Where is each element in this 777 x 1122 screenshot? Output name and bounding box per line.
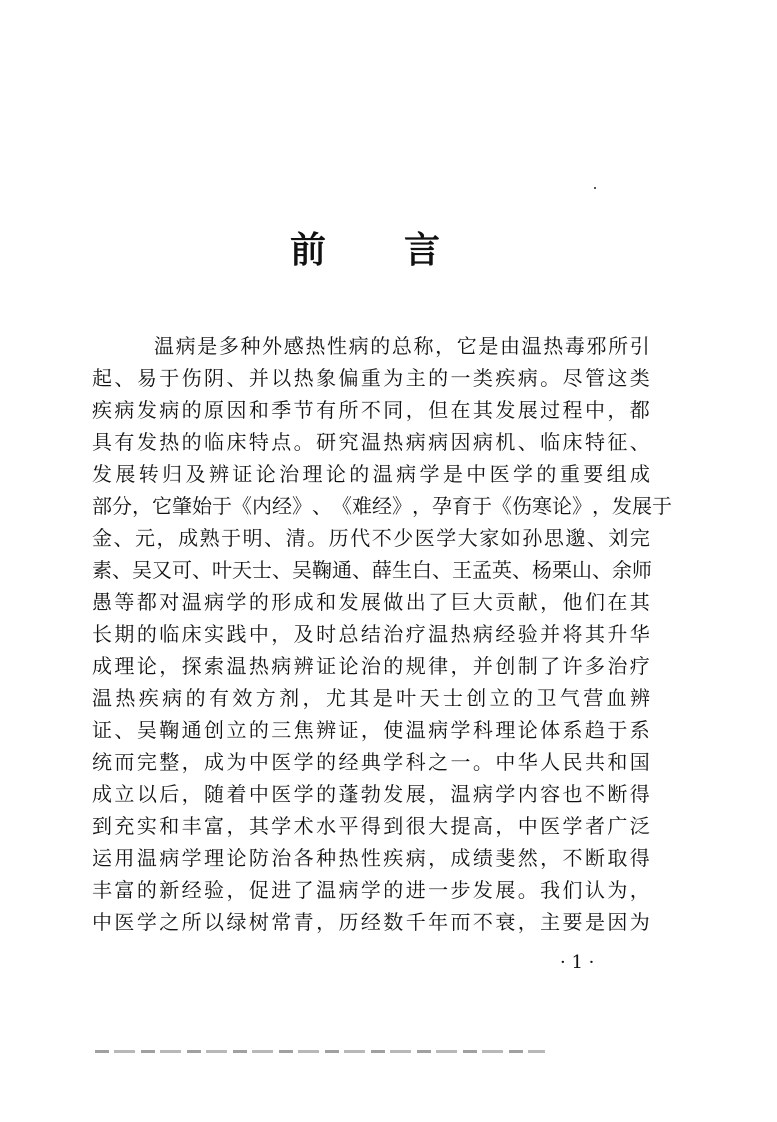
- text-line: 丰 富 的 新 经 验 ， 促 进 了 温 病 学 的 进 一 步 发 展 。 我 们 认 为 ，: [92, 878, 650, 902]
- text-line: 金 、 元 ， 成 熟 于 明 、 清 。 历 代 不 少 医 学 大 家 如 孙 思 邈 、 刘 完: [92, 526, 650, 550]
- text-line: 运 用 温 病 学 理 论 防 治 各 种 热 性 疾 病 ， 成 绩 斐 然 ， 不 断 取 得: [92, 846, 650, 870]
- text-line: 具 有 发 热 的 临 床 特 点 。 研 究 温 热 病 病 因 病 机 、 临 床 特 征 、: [92, 430, 650, 454]
- text-line: 疾 病 发 病 的 原 因 和 季 节 有 所 不 同 ， 但 在 其 发 展 过 程 中 ， 都: [92, 398, 650, 422]
- text-line: 成 立 以 后 ， 随 着 中 医 学 的 蓬 勃 发 展 ， 温 病 学 内 容 也 不 断 得: [92, 782, 650, 806]
- scan-speck: [594, 187, 596, 189]
- text-line: 长 期 的 临 床 实 践 中 ， 及 时 总 结 治 疗 温 热 病 经 验 并 将 其 升 华: [92, 622, 650, 646]
- text-line: 统 而 完 整 ， 成 为 中 医 学 的 经 典 学 科 之 一 。 中 华 人 民 共 和 国: [92, 750, 650, 774]
- text-line: 温 热 疾 病 的 有 效 方 剂 ， 尤 其 是 叶 天 士 创 立 的 卫 气 营 血 辨: [92, 686, 650, 710]
- text-line: 温 病 是 多 种 外 感 热 性 病 的 总 称 ， 它 是 由 温 热 毒 邪 所 引: [154, 334, 650, 358]
- preface-paragraph: [92, 330, 672, 938]
- page-number: · 1 ·: [560, 952, 595, 973]
- text-line: 成 理 论 ， 探 索 温 热 病 辨 证 论 治 的 规 律 ， 并 创 制 了 许 多 治 疗: [92, 654, 650, 678]
- title-char-1: 前: [290, 229, 327, 271]
- text-line: 中 医 学 之 所 以 绿 树 常 青 ， 历 经 数 千 年 而 不 衰 ， 主 要 是 因 为: [92, 910, 650, 934]
- scan-artifact: [95, 1050, 545, 1053]
- title-char-2: 言: [403, 229, 440, 271]
- text-line: 证 、 吴 鞠 通 创 立 的 三 焦 辨 证 ， 使 温 病 学 科 理 论 体 系 趋 于 系: [92, 718, 650, 742]
- page-title: [290, 222, 440, 273]
- text-line: 起 、 易 于 伤 阴 、 并 以 热 象 偏 重 为 主 的 一 类 疾 病 。 尽 管 这 类: [92, 366, 650, 390]
- text-line: 发 展 转 归 及 辨 证 论 治 理 论 的 温 病 学 是 中 医 学 的 重 要 组 成: [92, 462, 650, 486]
- text-line: 部 分 ， 它 肇 始 于 《 内 经 》 、 《 难 经 》 ， 孕 育 于 《 伤 寒 论 》 ， 发 展 于: [92, 494, 672, 518]
- text-line: 愚 等 都 对 温 病 学 的 形 成 和 发 展 做 出 了 巨 大 贡 献 ， 他 们 在 其: [92, 590, 650, 614]
- text-line: 素 、 吴 又 可 、 叶 天 士 、 吴 鞠 通 、 薛 生 白 、 王 孟 英 、 杨 栗 山 、 余 师: [92, 558, 652, 582]
- text-line: 到 充 实 和 丰 富 ， 其 学 术 水 平 得 到 很 大 提 高 ， 中 医 学 者 广 泛: [92, 814, 650, 838]
